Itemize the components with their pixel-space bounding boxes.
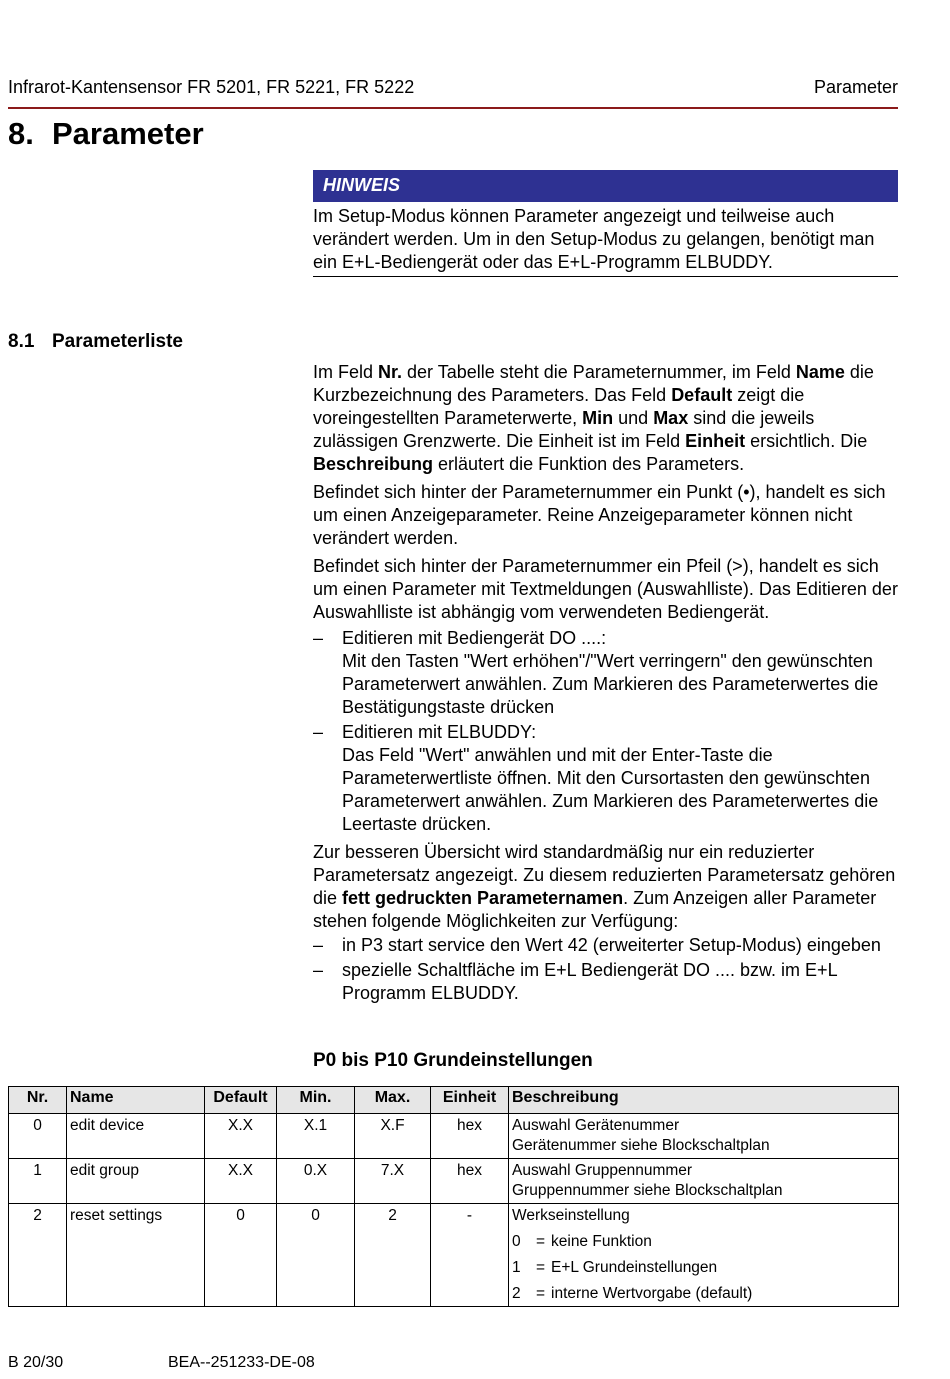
section-number: 8.1 <box>8 331 35 352</box>
dot-paragraph: Befindet sich hinter der Parameternummer ein Punkt (•), handelt es sich um einen Anzeigeparameter. Reine Anzeigeparameter können nicht verändert werden. <box>313 482 886 548</box>
col-header-unit: Einheit <box>431 1087 509 1114</box>
list-item: – Editieren mit Bediengerät DO ....: Mit den Tasten "Wert erhöhen"/"Wert verringern" den gewünschten Parameterwert anwählen. Zum Markieren des Parameterwertes die Bestätigungstaste drücken <box>313 627 903 719</box>
list-item-text: Das Feld "Wert" anwählen und mit der Enter-Taste die Parameterwertliste öffnen. Mit den Cursortasten den gewünschten Parameterwert anwählen. Zum Markieren des Parameterwertes die Leertaste drücken. <box>342 745 879 834</box>
list-item: – Editieren mit ELBUDDY: Das Feld "Wert" anwählen und mit der Enter-Taste die Parameterwertliste öffnen. Mit den Cursortasten den gewünschten Parameterwert anwählen. Zum Markieren des Parameterwertes die Leertaste drücken. <box>313 721 903 836</box>
section-heading <box>8 331 183 353</box>
chapter-heading <box>8 116 204 152</box>
options-list <box>313 934 903 1005</box>
arrow-paragraph: Befindet sich hinter der Parameternummer ein Pfeil (>), handelt es sich um einen Parameter mit Textmeldungen (Auswahlliste). Das Editieren der Auswahlliste ist abhängig vom verwendeten Bediengerät. <box>313 556 898 622</box>
option-entry: 2 = interne Wertvorgabe (default) <box>512 1285 753 1302</box>
table-header-row <box>9 1087 899 1114</box>
col-header-description: Beschreibung <box>509 1087 899 1114</box>
table-row: 0 edit device X.X X.1 X.F hex Auswahl Gerätenummer Gerätenummer siehe Blockschaltplan <box>9 1114 899 1159</box>
footer-page-number: B 20/30 <box>8 1354 64 1371</box>
hinweis-bar <box>313 170 898 202</box>
list-item-title: Editieren mit ELBUDDY: <box>342 722 537 742</box>
col-header-name: Name <box>67 1087 205 1114</box>
hinweis-label: HINWEIS <box>323 175 401 195</box>
table-row: 2 reset settings 0 0 2 - Werkseinstellung 0 = keine Funktion 1 = E+L Grundeinstellungen 2 = interne Wertvorgabe (default) <box>9 1204 899 1307</box>
chapter-number: 8. <box>8 116 34 151</box>
list-item: – in P3 start service den Wert 42 (erweiterter Setup-Modus) eingeben <box>313 935 881 955</box>
list-item: – spezielle Schaltfläche im E+L Bediengerät DO .... bzw. im E+L Programm ELBUDDY. <box>313 960 837 1003</box>
header-section: Parameter <box>813 77 898 97</box>
col-header-default: Default <box>205 1087 277 1114</box>
parameter-table <box>8 1086 899 1307</box>
edit-list <box>313 627 903 836</box>
list-item-text: Mit den Tasten "Wert erhöhen"/"Wert verringern" den gewünschten Parameterwert anwählen. Zum Markieren des Parameterwertes die Bestätigungstaste drücken <box>342 651 879 717</box>
col-header-nr: Nr. <box>9 1087 67 1114</box>
hinweis-text: Im Setup-Modus können Parameter angezeigt und teilweise auch verändert werden. Um in den Setup-Modus zu gelangen, benötigt man ein E+L-Bediengerät oder das E+L-Programm ELBUDDY. <box>313 206 875 272</box>
option-entry: 1 = E+L Grundeinstellungen <box>512 1259 718 1276</box>
intro-paragraph: Im Feld Nr. der Tabelle steht die Parameternummer, im Feld Name die Kurzbezeichnung des Parameters. Das Feld Default zeigt die voreingestellten Parameterwerte, Min und Max sind die jeweils zulässigen Grenzwerte. Die Einheit ist im Feld Einheit ersichtlich. Die Beschreibung erläutert die Funktion des Parameters. <box>313 362 874 474</box>
table-title: P0 bis P10 Grundeinstellungen <box>313 1050 593 1071</box>
col-header-min: Min. <box>277 1087 355 1114</box>
list-item-title: Editieren mit Bediengerät DO ....: <box>342 628 607 648</box>
col-header-max: Max. <box>355 1087 431 1114</box>
footer-document-id: BEA--251233-DE-08 <box>168 1354 315 1371</box>
hinweis-rule <box>313 276 898 277</box>
reduced-paragraph: Zur besseren Übersicht wird standardmäßig nur ein reduzierter Parametersatz angezeigt. Zu diesem reduzierten Parametersatz gehören die fett gedruckten Parameternamen. Zum Anzeigen aller Parameter stehen folgende Möglichkeiten zur Verfügung: <box>313 842 896 931</box>
table-row: 1 edit group X.X 0.X 7.X hex Auswahl Gruppennummer Gruppennummer siehe Blockschaltplan <box>9 1159 899 1204</box>
section-title: Parameterliste <box>52 331 183 352</box>
header-rule <box>8 107 898 109</box>
chapter-title: Parameter <box>52 116 204 151</box>
header-title: Infrarot-Kantensensor FR 5201, FR 5221, FR 5222 <box>8 77 415 97</box>
option-entry: 0 = keine Funktion <box>512 1233 652 1250</box>
